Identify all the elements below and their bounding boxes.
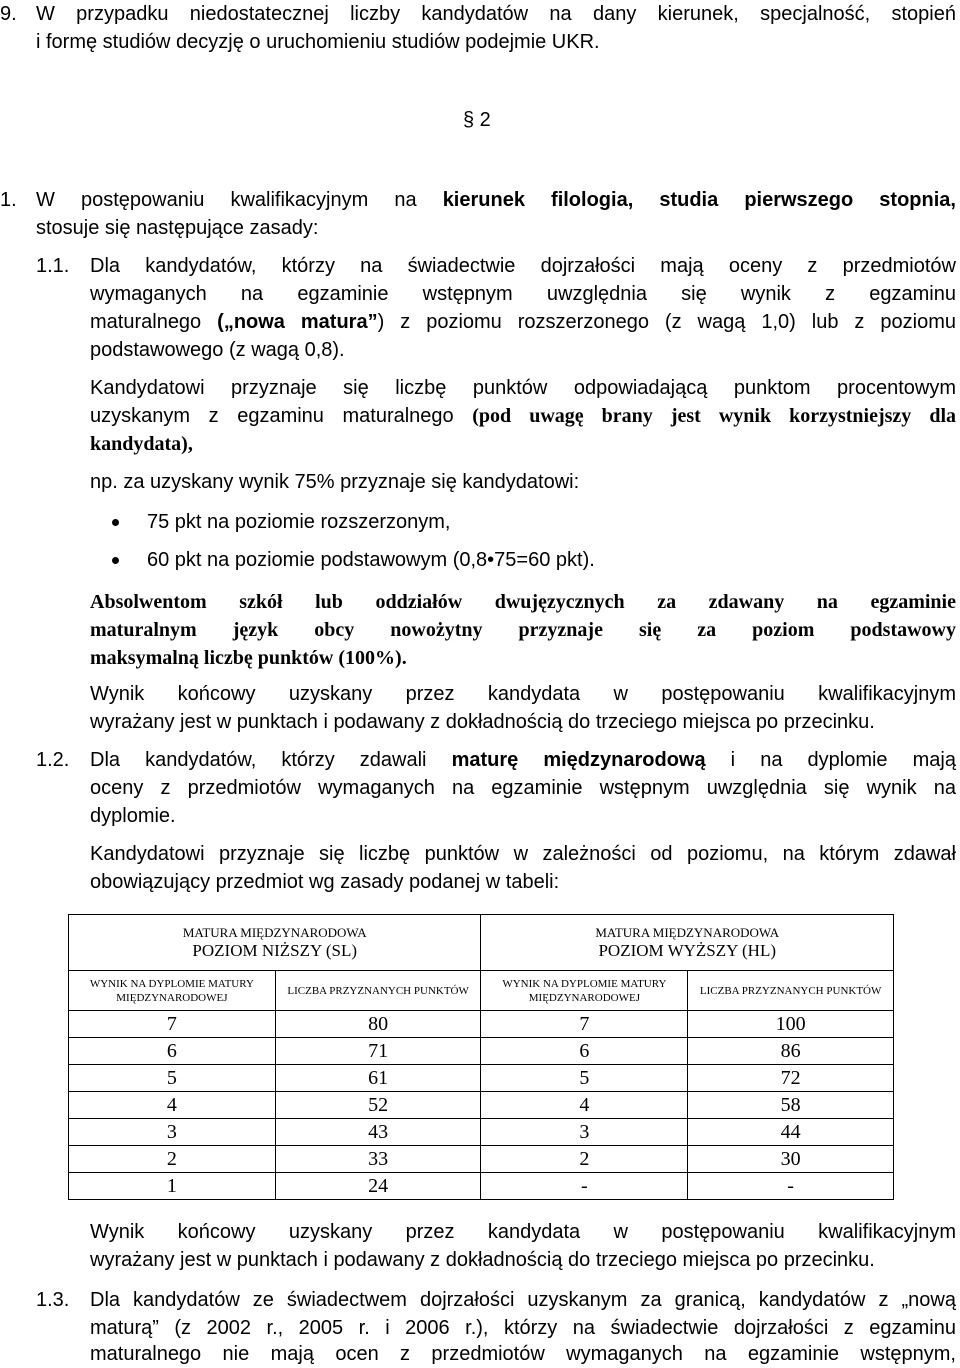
bilingual-line-1: Absolwentom szkół lub oddziałów dwujęzycznych za zdawany na egzaminie <box>90 591 956 613</box>
table-cell: 33 <box>275 1146 481 1173</box>
item-9-line-2: i formę studiów decyzję o uruchomieniu studiów podejmie UKR. <box>36 31 600 53</box>
table-cell: 61 <box>275 1065 481 1092</box>
column-header-points: LICZBA PRZYZNANYCH PUNKTÓW <box>688 971 894 1011</box>
item-1-3-number: 1.3. <box>36 1289 70 1311</box>
table-cell: 3 <box>69 1119 276 1146</box>
right-level-header <box>481 915 894 971</box>
table-cell: 4 <box>69 1092 276 1119</box>
table-cell: 71 <box>275 1038 481 1065</box>
item-1-1-number: 1.1. <box>36 255 70 277</box>
table-cell: 1 <box>69 1173 276 1200</box>
item-1-2-line-3: dyplomie. <box>90 805 176 827</box>
table-cell: 6 <box>481 1038 688 1065</box>
bullet-icon <box>112 557 119 564</box>
item-1-1-p2-line-2-bold: (pod uwagę brany jest wynik korzystniejszy dla <box>472 405 957 427</box>
bullet-icon <box>112 519 119 526</box>
item-1-line-1-bold: kierunek filologia, studia pierwszego stopnia, <box>442 189 956 211</box>
table-cell: 6 <box>69 1038 276 1065</box>
column-header-result: WYNIK NA DYPLOMIE MATURY MIĘDZYNARODOWEJ <box>481 971 688 1011</box>
table-cell: 30 <box>688 1146 894 1173</box>
bilingual-line-3: maksymalną liczbę punktów (100%). <box>90 647 407 669</box>
table-cell: 5 <box>69 1065 276 1092</box>
table-cell: 72 <box>688 1065 894 1092</box>
table-cell: 100 <box>688 1011 894 1038</box>
table-cell: 80 <box>275 1011 481 1038</box>
item-1-1-line-3-a: maturalnego <box>90 311 218 333</box>
item-1-1-p2-line-3: kandydata), <box>90 433 193 455</box>
bilingual-line-2: maturalnym język obcy nowożytny przyznaje się za poziom podstawowy <box>90 619 956 641</box>
item-1-1-line-3-c: ) z poziomu rozszerzonego (z wagą 1,0) lub z poziomu <box>377 311 956 333</box>
item-1-1-p2-line-1: Kandydatowi przyznaje się liczbę punktów odpowiadającą punktom procentowym <box>90 377 956 399</box>
nowa-matura-label: („nowa matura” <box>217 311 378 333</box>
item-1-line-1 <box>36 186 956 214</box>
item-1-1-line-3 <box>90 308 956 336</box>
table-cell: - <box>688 1173 894 1200</box>
item-1-2-number: 1.2. <box>36 749 70 771</box>
item-1-1-line-2: wymaganych na egzaminie wstępnym uwzględnia się wynik z egzaminu <box>90 283 956 305</box>
table-cell: 5 <box>481 1065 688 1092</box>
result-line-1: Wynik końcowy uzyskany przez kandydata w postępowaniu kwalifikacyjnym <box>90 683 956 705</box>
table-cell: 58 <box>688 1092 894 1119</box>
item-9-line-1: W przypadku niedostatecznej liczby kandydatów na dany kierunek, specjalność, stopień <box>36 3 956 25</box>
item-9-number: 9. <box>0 3 17 25</box>
table-cell: 2 <box>69 1146 276 1173</box>
left-title-2: POZIOM NIŻSZY (SL) <box>192 940 358 960</box>
table-cell: 86 <box>688 1038 894 1065</box>
item-1-line-1-text: W postępowaniu kwalifikacyjnym na <box>36 189 443 211</box>
table-column-header-row <box>69 971 894 1011</box>
table-row <box>69 1011 894 1038</box>
table-cell: 24 <box>275 1173 481 1200</box>
score-conversion-table <box>68 914 894 1200</box>
table-title-row <box>69 915 894 971</box>
item-1-number: 1. <box>0 189 17 211</box>
item-1-3-line-3: maturalnego nie mają ocen z przedmiotów wymaganych na egzaminie wstępnym, <box>90 1343 956 1365</box>
table-cell: 52 <box>275 1092 481 1119</box>
item-1-line-2: stosuje się następujące zasady: <box>36 217 319 239</box>
table-row <box>69 1146 894 1173</box>
after-table-line-2: wyrażany jest w punktach i podawany z dokładnością do trzeciego miejsca po przecinku. <box>90 1249 875 1271</box>
bullet-item-1: 75 pkt na poziomie rozszerzonym, <box>147 511 451 533</box>
table-row <box>69 1092 894 1119</box>
result-line-2: wyrażany jest w punktach i podawany z dokładnością do trzeciego miejsca po przecinku. <box>90 711 875 733</box>
table-row <box>69 1065 894 1092</box>
left-title-1: MATURA MIĘDZYNARODOWA <box>182 924 367 940</box>
table-cell: 2 <box>481 1146 688 1173</box>
item-1-2-line-1-a: Dla kandydatów, którzy zdawali <box>90 749 452 771</box>
right-title-1: MATURA MIĘDZYNARODOWA <box>595 924 780 940</box>
item-1-2-line-1 <box>90 746 956 774</box>
right-title-2: POZIOM WYŻSZY (HL) <box>598 940 777 960</box>
item-1-3-line-2: maturą” (z 2002 r., 2005 r. i 2006 r.), którzy na świadectwie dojrzałości z egzaminu <box>90 1317 956 1339</box>
item-1-2-p2-line-2: obowiązujący przedmiot wg zasady podanej w tabeli: <box>90 871 560 893</box>
table-cell: - <box>481 1173 688 1200</box>
after-table-line-1: Wynik końcowy uzyskany przez kandydata w postępowaniu kwalifikacyjnym <box>90 1221 956 1243</box>
item-1-2-p2-line-1: Kandydatowi przyznaje się liczbę punktów w zależności od poziomu, na którym zdawał <box>90 843 956 865</box>
bullet-item-2: 60 pkt na poziomie podstawowym (0,8•75=60 pkt). <box>147 549 595 571</box>
table-cell: 44 <box>688 1119 894 1146</box>
item-1-1-p2-line-2-a: uzyskanym z egzaminu maturalnego <box>90 405 473 427</box>
table-cell: 3 <box>481 1119 688 1146</box>
section-mark: § 2 <box>463 109 491 131</box>
table-row <box>69 1038 894 1065</box>
table-cell: 7 <box>481 1011 688 1038</box>
international-matura-label: maturę międzynarodową <box>451 749 706 771</box>
item-1-1-line-1: Dla kandydatów, którzy na świadectwie dojrzałości mają oceny z przedmiotów <box>90 255 956 277</box>
item-1-1-p2-line-2 <box>90 402 956 430</box>
table-row <box>69 1173 894 1200</box>
table-cell: 4 <box>481 1092 688 1119</box>
item-1-2-line-2: oceny z przedmiotów wymaganych na egzaminie wstępnym uwzględnia się wynik na <box>90 777 956 799</box>
table-cell: 43 <box>275 1119 481 1146</box>
item-1-3-line-1: Dla kandydatów ze świadectwem dojrzałości uzyskanym za granicą, kandydatów z „nową <box>90 1289 956 1311</box>
item-1-2-line-1-c: i na dyplomie mają <box>705 749 956 771</box>
table-cell: 7 <box>69 1011 276 1038</box>
example-text: np. za uzyskany wynik 75% przyznaje się kandydatowi: <box>90 471 580 493</box>
table-row <box>69 1119 894 1146</box>
column-header-result: WYNIK NA DYPLOMIE MATURY MIĘDZYNARODOWEJ <box>69 971 276 1011</box>
left-level-header <box>69 915 481 971</box>
column-header-points: LICZBA PRZYZNANYCH PUNKTÓW <box>275 971 481 1011</box>
item-1-1-line-4: podstawowego (z wagą 0,8). <box>90 339 345 361</box>
